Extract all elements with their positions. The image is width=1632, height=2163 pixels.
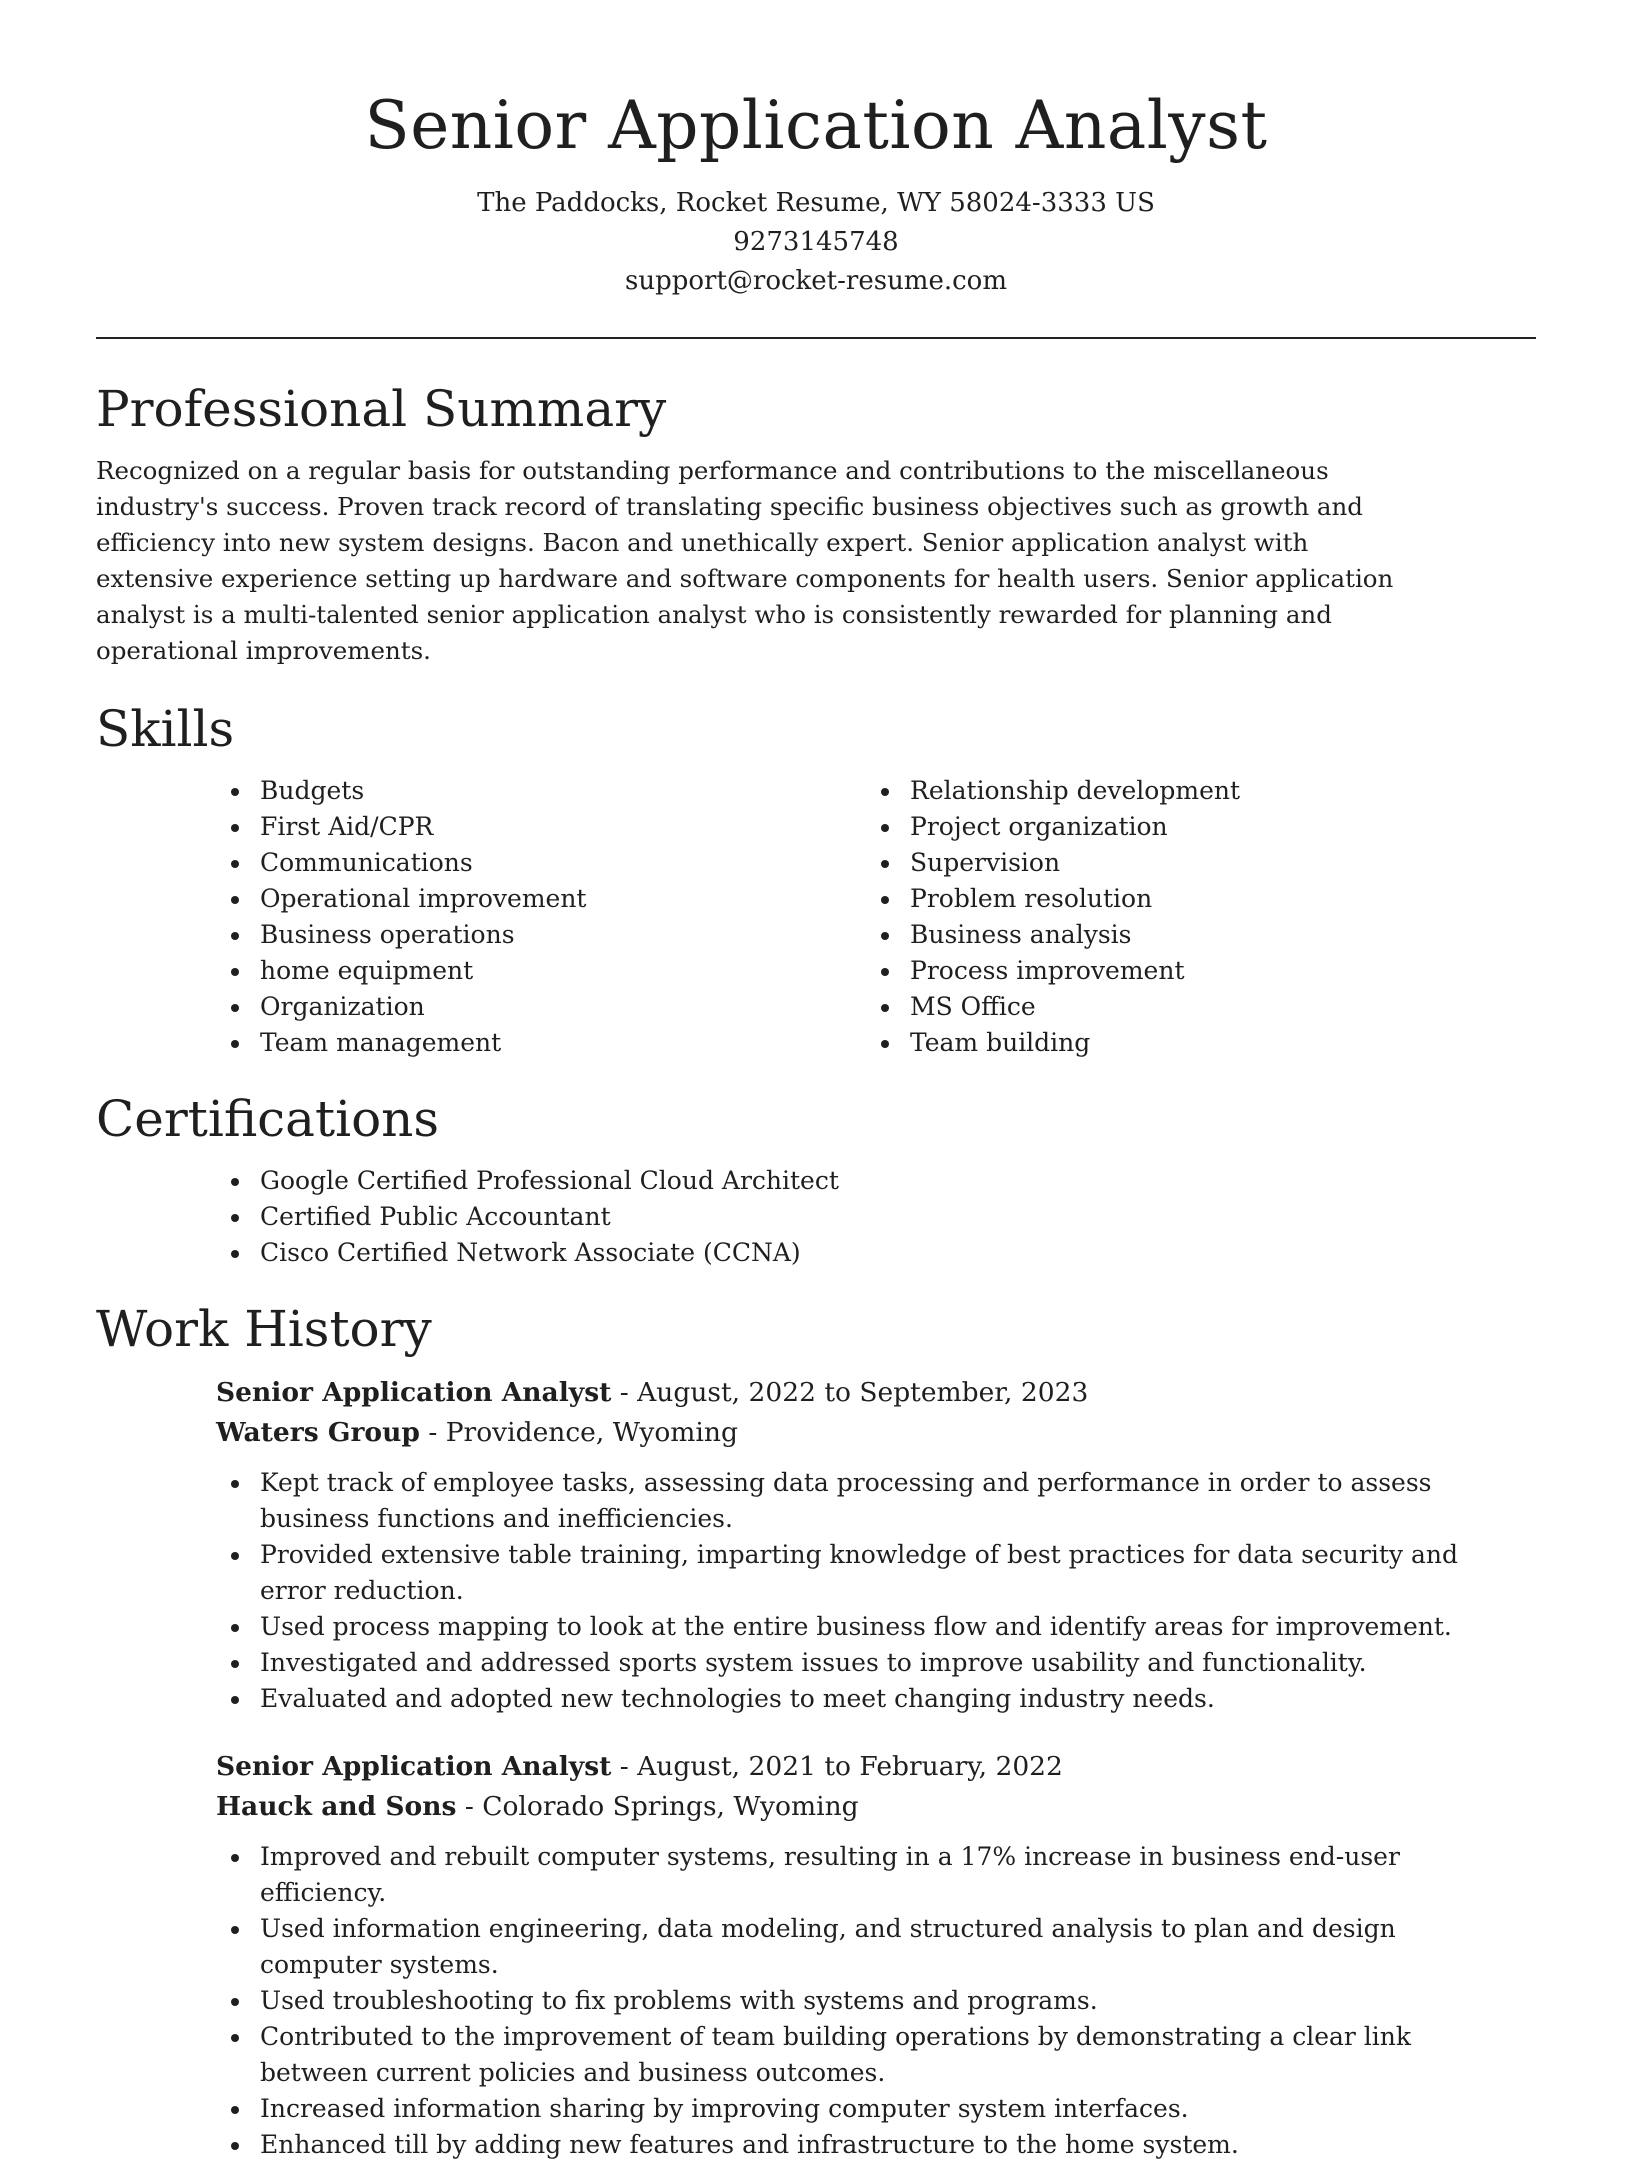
job-bullets: [96, 1465, 1536, 1717]
skill-item: Organization: [216, 989, 866, 1025]
job-company: Waters Group: [216, 1417, 420, 1448]
job-bullet: Enhanced till by adding new features and infrastructure to the home system.: [216, 2127, 1505, 2163]
job-bullet: Provided extensive table training, imparting knowledge of best practices for data security and error reduction.: [216, 1537, 1505, 1609]
skill-item: home equipment: [216, 953, 866, 989]
job-company-line: [216, 1413, 1536, 1453]
section-title-certifications: Certifications: [96, 1090, 440, 1148]
skill-item: Process improvement: [866, 953, 1516, 989]
job-entry: [216, 1373, 1536, 1717]
skill-item: Business analysis: [866, 917, 1516, 953]
job-bullet: Used information engineering, data modeling, and structured analysis to plan and design computer systems.: [216, 1911, 1505, 1983]
skill-item: Business operations: [216, 917, 866, 953]
section-title-skills: Skills: [96, 700, 235, 758]
job-dates: - August, 2021 to February, 2022: [611, 1751, 1063, 1782]
job-title-line: [216, 1747, 1536, 1787]
resume-page: [96, 0, 1536, 2163]
email-address: support@rocket-resume.com: [624, 266, 1007, 296]
certification-item: Certified Public Accountant: [216, 1199, 1536, 1235]
skills-column-right: [866, 773, 1516, 1061]
job-bullet: Investigated and addressed sports system issues to improve usability and functionality.: [216, 1645, 1505, 1681]
skill-item: Team management: [216, 1025, 866, 1061]
work-history-section: [96, 1299, 1536, 2163]
job-title: Senior Application Analyst: [216, 1751, 612, 1782]
skill-item: Budgets: [216, 773, 866, 809]
summary-section: [96, 379, 1536, 669]
summary-text: Recognized on a regular basis for outstanding performance and contributions to the miscellaneous industry's success. Proven track record of translating specific business objectives such as growth and efficiency into new system designs. Bacon and unethically expert. Senior application analyst with extensive experience setting up hardware and software components for health users. Senior application analyst is a multi-talented senior application analyst who is consistently rewarded for planning and operational improvements.: [96, 456, 1394, 665]
job-bullets: [96, 1839, 1536, 2163]
skill-item: Operational improvement: [216, 881, 866, 917]
job-entry: [216, 1747, 1536, 2163]
skills-section: [96, 699, 1536, 1061]
section-title-work-history: Work History: [96, 1300, 432, 1358]
job-title-line: [216, 1373, 1536, 1413]
header-divider: [96, 337, 1536, 339]
job-location: - Providence, Wyoming: [419, 1417, 738, 1448]
job-bullet: Kept track of employee tasks, assessing data processing and performance in order to assess business functions and inefficiencies.: [216, 1465, 1505, 1537]
skills-column-left: [216, 773, 866, 1061]
address: The Paddocks, Rocket Resume, WY 58024-3333 US: [477, 188, 1155, 218]
skill-item: Communications: [216, 845, 866, 881]
certification-item: Google Certified Professional Cloud Architect: [216, 1163, 1536, 1199]
skill-item: Problem resolution: [866, 881, 1516, 917]
certifications-section: [96, 1089, 1536, 1271]
skill-item: MS Office: [866, 989, 1516, 1025]
job-title: Senior Application Analyst: [216, 1377, 612, 1408]
job-bullet: Contributed to the improvement of team building operations by demonstrating a clear link between current policies and business outcomes.: [216, 2019, 1505, 2091]
skill-item: Team building: [866, 1025, 1516, 1061]
section-title-summary: Professional Summary: [96, 380, 667, 438]
job-location: - Colorado Springs, Wyoming: [456, 1791, 859, 1822]
job-bullet: Used troubleshooting to fix problems with systems and programs.: [216, 1983, 1505, 2019]
candidate-name: Senior Application Analyst: [364, 87, 1268, 164]
certification-item: Cisco Certified Network Associate (CCNA): [216, 1235, 1536, 1271]
skill-item: Project organization: [866, 809, 1516, 845]
certifications-list: [216, 1163, 1536, 1271]
job-bullet: Evaluated and adopted new technologies to meet changing industry needs.: [216, 1681, 1505, 1717]
job-company-line: [216, 1787, 1536, 1827]
job-company: Hauck and Sons: [216, 1791, 457, 1822]
phone-number: 9273145748: [733, 227, 899, 257]
skill-item: Relationship development: [866, 773, 1516, 809]
resume-header: [96, 0, 1536, 301]
job-bullet: Improved and rebuilt computer systems, resulting in a 17% increase in business end-user efficiency.: [216, 1839, 1505, 1911]
skills-grid: [216, 773, 1536, 1061]
skill-item: First Aid/CPR: [216, 809, 866, 845]
job-bullet: Used process mapping to look at the entire business flow and identify areas for improvement.: [216, 1609, 1505, 1645]
job-bullet: Increased information sharing by improving computer system interfaces.: [216, 2091, 1505, 2127]
job-dates: - August, 2022 to September, 2023: [611, 1377, 1089, 1408]
skill-item: Supervision: [866, 845, 1516, 881]
